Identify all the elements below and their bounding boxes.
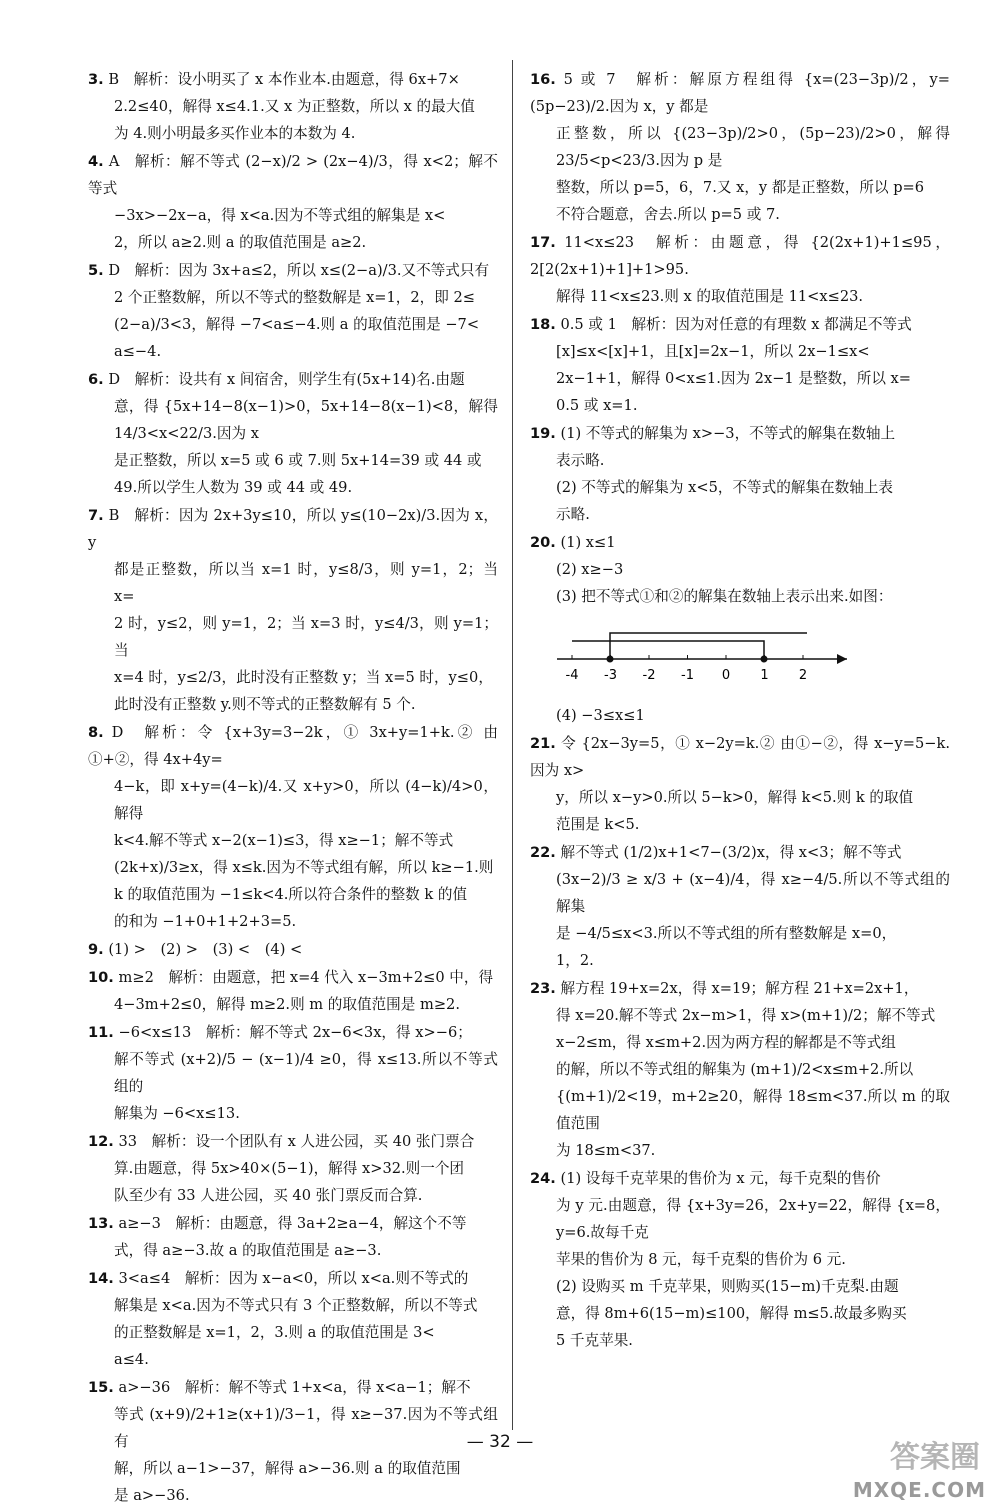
answer-item [88, 366, 498, 501]
item-number: 12. [88, 1133, 114, 1150]
tick-label: 1 [760, 668, 769, 683]
tick-label: 2 [798, 668, 808, 683]
item-text: 解方程 19+x=2x，得 x=19；解方程 21+x=2x+1， [560, 980, 919, 997]
item-text: 11<x≤23 解析：由题意，得 {2(2x+1)+1≤95，2[2(2x+1)+1]+1>95. [530, 234, 951, 278]
item-text: 解不等式 (1/2)x+1<7−(3/2)x，得 x<3；解不等式 [560, 844, 902, 861]
answer-line: 表示略. [556, 452, 605, 469]
item-text: A 解析：解不等式 (2−x)/2 > (2x−4)/3，得 x<2；解不等式 [88, 153, 498, 197]
answer-line: a≤−4. [114, 343, 162, 360]
answer-line: 范围是 k<5. [556, 816, 640, 833]
answer-line [88, 1019, 498, 1046]
answer-line: 算.由题意，得 5x>40×(5−1)，解得 x>32.则一个团 [114, 1160, 465, 1177]
answer-line [530, 730, 950, 784]
answer-line [530, 420, 950, 447]
item-number: 17. [530, 234, 556, 251]
answer-line [530, 311, 950, 338]
answer-line [88, 1210, 498, 1237]
answer-line: 为 18≤m<37. [556, 1142, 656, 1159]
item-number: 5. [88, 262, 104, 279]
answer-line [530, 66, 950, 120]
answer-line: a≤4. [114, 1351, 149, 1368]
answer-line: 是正整数，所以 x=5 或 6 或 7.则 5x+14=39 或 44 或 [114, 452, 482, 469]
answer-line: (2) 设购买 m 千克苹果，则购买(15−m)千克梨.由题 [556, 1278, 899, 1295]
answer-item [88, 936, 498, 963]
answer-line: 2x−1+1，解得 0<x≤1.因为 2x−1 是整数，所以 x= [556, 370, 912, 387]
answer-line: x=4 时，y≤2/3，此时没有正整数 y；当 x=5 时，y≤0， [114, 669, 493, 686]
answer-line: 49.所以学生人数为 39 或 44 或 49. [114, 479, 353, 496]
item-number: 7. [88, 507, 104, 524]
item-text: −6<x≤13 解析：解不等式 2x−6<3x，得 x>−6； [118, 1024, 472, 1041]
item-number: 15. [88, 1379, 114, 1396]
answer-line: 解不等式 (x+2)/5 − (x−1)/4 ≥0，得 x≤13.所以不等式组的 [114, 1051, 498, 1095]
answer-item [530, 529, 950, 610]
right-items-b [530, 730, 950, 1354]
answer-item [530, 730, 950, 838]
answer-line: 解集是 x<a.因为不等式只有 3 个正整数解，所以不等式 [114, 1297, 478, 1314]
answer-line [88, 366, 498, 393]
item-number: 16. [530, 71, 556, 88]
item-text: 令 {2x−3y=5，① x−2y=k.② 由①−②，得 x−y=5−k.因为 x> [530, 735, 951, 779]
answer-line: 2 时，y≤2，则 y=1，2；当 x=3 时，y≤4/3，则 y=1；当 [114, 615, 498, 659]
answer-line: (3) 把不等式①和②的解集在数轴上表示出来.如图： [556, 588, 893, 605]
watermark-url: MXQE.COM [852, 1478, 986, 1502]
item-text: 5 或 7 解析：解原方程组得 {x=(23−3p)/2，y=(5p−23)/2.因为 x，y 都是 [530, 71, 951, 115]
answer-line: x−2≤m，得 x≤m+2.因为两方程的解都是不等式组 [556, 1034, 896, 1051]
answer-line [88, 148, 498, 202]
item20-part4: (4) −3≤x≤1 [556, 707, 645, 724]
answer-line: [x]≤x<[x]+1，且[x]=2x−1，所以 2x−1≤x< [556, 343, 870, 360]
answer-line: {(m+1)/2<19，m+2≥20，解得 18≤m<37.所以 m 的取值范围 [556, 1088, 950, 1132]
answer-item [88, 148, 498, 256]
answer-line [88, 1128, 498, 1155]
answer-item [530, 229, 950, 310]
answer-line [88, 719, 498, 773]
item-number: 8. [88, 724, 104, 741]
item-number: 21. [530, 735, 556, 752]
answer-line: 正整数，所以 {(23−3p)/2>0，(5p−23)/2>0，解得 23/5<p<23/3.因为 p 是 [556, 125, 950, 169]
answer-line: 都是正整数，所以当 x=1 时，y≤8/3，则 y=1，2；当 x= [114, 561, 498, 605]
answer-line: 的正整数解是 x=1，2，3.则 a 的取值范围是 3< [114, 1324, 435, 1341]
number-line-figure [552, 617, 852, 687]
answer-line: k 的取值范围为 −1≤k<4.所以符合条件的整数 k 的值 [114, 886, 468, 903]
answer-line: 解，所以 a−1>−37，解得 a>−36.则 a 的取值范围 [114, 1460, 461, 1477]
right-column [530, 66, 950, 1355]
answer-item [530, 420, 950, 528]
tick-label: 0 [721, 668, 731, 683]
answer-line: 2 个正整数解，所以不等式的整数解是 x=1，2，即 2≤ [114, 289, 476, 306]
item-text: (1) 设每千克苹果的售价为 x 元，每千克梨的售价 [560, 1170, 881, 1187]
answer-line: 解集为 −6<x≤13. [114, 1105, 240, 1122]
item-text: (1) x≤1 [560, 534, 616, 551]
answer-line: 2，所以 a≥2.则 a 的取值范围是 a≥2. [114, 234, 367, 251]
item-number: 24. [530, 1170, 556, 1187]
item-number: 9. [88, 941, 104, 958]
answer-line: (2) x≥−3 [556, 561, 624, 578]
answer-line: 的和为 −1+0+1+2+3=5. [114, 913, 297, 930]
answer-item [88, 964, 498, 1018]
item-text: a≥−3 解析：由题意，得 3a+2≥a−4，解这个不等 [118, 1215, 467, 1232]
answer-line: 示略. [556, 506, 590, 523]
answer-line [88, 66, 498, 93]
answer-line [88, 936, 498, 963]
answer-line: 为 y 元.由题意，得 {x+3y=26，2x+y=22，解得 {x=8，y=6.故每千克 [556, 1197, 950, 1241]
answer-line: 是 a>−36. [114, 1487, 190, 1504]
item-number: 11. [88, 1024, 114, 1041]
item-number: 13. [88, 1215, 114, 1232]
answer-line [88, 964, 498, 991]
axis-arrow [837, 654, 847, 664]
item-text: (1) 不等式的解集为 x>−3，不等式的解集在数轴上 [560, 425, 896, 442]
answer-line [88, 502, 498, 556]
item-number: 6. [88, 371, 104, 388]
answer-line [530, 529, 950, 556]
item-text: D 解析：设共有 x 间宿舍，则学生有(5x+14)名.由题 [108, 371, 465, 388]
answer-line [530, 229, 950, 283]
range-x-ge-minus3 [610, 633, 807, 659]
answer-line: 式，得 a≥−3.故 a 的取值范围是 a≥−3. [114, 1242, 382, 1259]
answer-line: (2−a)/3<3，解得 −7<a≤−4.则 a 的取值范围是 −7< [114, 316, 480, 333]
item-number: 20. [530, 534, 556, 551]
item-text: B 解析：设小明买了 x 本作业本.由题意，得 6x+7× [108, 71, 460, 88]
answer-item [88, 1019, 498, 1127]
tick-label: -2 [642, 668, 656, 683]
answer-line: k<4.解不等式 x−2(x−1)≤3，得 x≥−1；解不等式 [114, 832, 454, 849]
item-number: 23. [530, 980, 556, 997]
tick-label: -3 [604, 668, 617, 683]
item-number: 4. [88, 153, 104, 170]
answer-item [530, 975, 950, 1164]
watermark-logo: 答案圈 [890, 1440, 980, 1475]
item-number: 19. [530, 425, 556, 442]
item-text: D 解析：因为 3x+a≤2，所以 x≤(2−a)/3.又不等式只有 [108, 262, 490, 279]
item-text: m≥2 解析：由题意，把 x=4 代入 x−3m+2≤0 中，得 [118, 969, 494, 986]
answer-line: 的解，所以不等式组的解集为 (m+1)/2<x≤m+2.所以 [556, 1061, 914, 1078]
item-number: 14. [88, 1270, 114, 1287]
tick-label: -1 [681, 668, 694, 683]
dot-1 [761, 656, 768, 663]
answer-line: 得 x=20.解不等式 2x−m>1，得 x>(m+1)/2；解不等式 [556, 1007, 936, 1024]
answer-item [88, 257, 498, 365]
answer-line: 苹果的售价为 8 元，每千克梨的售价为 6 元. [556, 1251, 846, 1268]
answer-item [530, 1165, 950, 1354]
answer-line: 意，得 {5x+14−8(x−1)>0，5x+14−8(x−1)<8，解得 14/3<x<22/3.因为 x [114, 398, 498, 442]
answer-line: 等式 (x+9)/2+1≥(x+1)/3−1，得 x≥−37.因为不等式组有 [114, 1406, 498, 1450]
answer-line [88, 1265, 498, 1292]
item-text: 3<a≤4 解析：因为 x−a<0，所以 x<a.则不等式的 [118, 1270, 469, 1287]
item-text: (1) > (2) > (3) < (4) < [108, 941, 303, 958]
answer-line [530, 975, 950, 1002]
item-number: 22. [530, 844, 556, 861]
answer-line [530, 839, 950, 866]
answer-line: 此时没有正整数 y.则不等式的正整数解有 5 个. [114, 696, 416, 713]
answer-line: y，所以 x−y>0.所以 5−k>0，解得 k<5.则 k 的取值 [556, 789, 914, 806]
answer-line: 解得 11<x≤23.则 x 的取值范围是 11<x≤23. [556, 288, 864, 305]
answer-item [530, 311, 950, 419]
answer-line: 1，2. [556, 952, 594, 969]
left-column [88, 66, 498, 1510]
answer-line: 0.5 或 x=1. [556, 397, 638, 414]
answer-line: 4−k，即 x+y=(4−k)/4.又 x+y>0，所以 (4−k)/4>0，解得 [114, 778, 498, 822]
answer-line: 意，得 8m+6(15−m)≤100，解得 m≤5.故最多购买 [556, 1305, 907, 1322]
dot-minus3 [607, 656, 614, 663]
answer-line: (3x−2)/3 ≥ x/3 + (x−4)/4，得 x≥−4/5.所以不等式组的解集 [556, 871, 950, 915]
answer-line: 是 −4/5≤x<3.所以不等式组的所有整数解是 x=0， [556, 925, 897, 942]
answer-item [88, 719, 498, 935]
answer-item [88, 1128, 498, 1209]
answer-line: 不符合题意，舍去.所以 p=5 或 7. [556, 206, 780, 223]
answer-line: 2.2≤40，解得 x≤4.1.又 x 为正整数，所以 x 的最大值 [114, 98, 475, 115]
answer-item [530, 66, 950, 228]
item-text: 0.5 或 1 解析：因为对任意的有理数 x 都满足不等式 [560, 316, 912, 333]
answer-item [88, 502, 498, 718]
right-items-a [530, 66, 950, 610]
answer-line: (2k+x)/3≥x，得 x≤k.因为不等式组有解，所以 k≥−1.则 [114, 859, 494, 876]
item-text: D 解析：令 {x+3y=3−2k，① 3x+y=1+k.② 由①+②，得 4x+4y= [88, 724, 498, 768]
item-text: 33 解析：设一个团队有 x 人进公园，买 40 张门票合 [118, 1133, 475, 1150]
answer-line: 4−3m+2≤0，解得 m≥2.则 m 的取值范围是 m≥2. [114, 996, 460, 1013]
item-number: 18. [530, 316, 556, 333]
answer-item [530, 839, 950, 974]
answer-line: 整数，所以 p=5，6，7.又 x，y 都是正整数，所以 p=6 [556, 179, 925, 196]
answer-line [530, 1165, 950, 1192]
answer-line: 5 千克苹果. [556, 1332, 633, 1349]
answer-item [88, 1265, 498, 1373]
answer-item [88, 66, 498, 147]
range-x-le-1 [572, 641, 764, 659]
item-text: a>−36 解析：解不等式 1+x<a，得 x<a−1；解不 [118, 1379, 471, 1396]
answer-line: −3x>−2x−a，得 x<a.因为不等式组的解集是 x< [114, 207, 446, 224]
answer-line: (2) 不等式的解集为 x<5，不等式的解集在数轴上表 [556, 479, 893, 496]
answer-line [88, 1374, 498, 1401]
tick-label: -4 [565, 668, 579, 683]
answer-line [88, 257, 498, 284]
page-number: — 32 — [466, 1432, 534, 1452]
item-number: 10. [88, 969, 114, 986]
answer-item [88, 1210, 498, 1264]
item-text: B 解析：因为 2x+3y≤10，所以 y≤(10−2x)/3.因为 x，y [88, 507, 498, 551]
answer-line: 为 4.则小明最多买作业本的本数为 4. [114, 125, 356, 142]
column-divider [512, 60, 513, 1430]
answer-line: 队至少有 33 人进公园，买 40 张门票反而合算. [114, 1187, 423, 1204]
item-number: 3. [88, 71, 104, 88]
